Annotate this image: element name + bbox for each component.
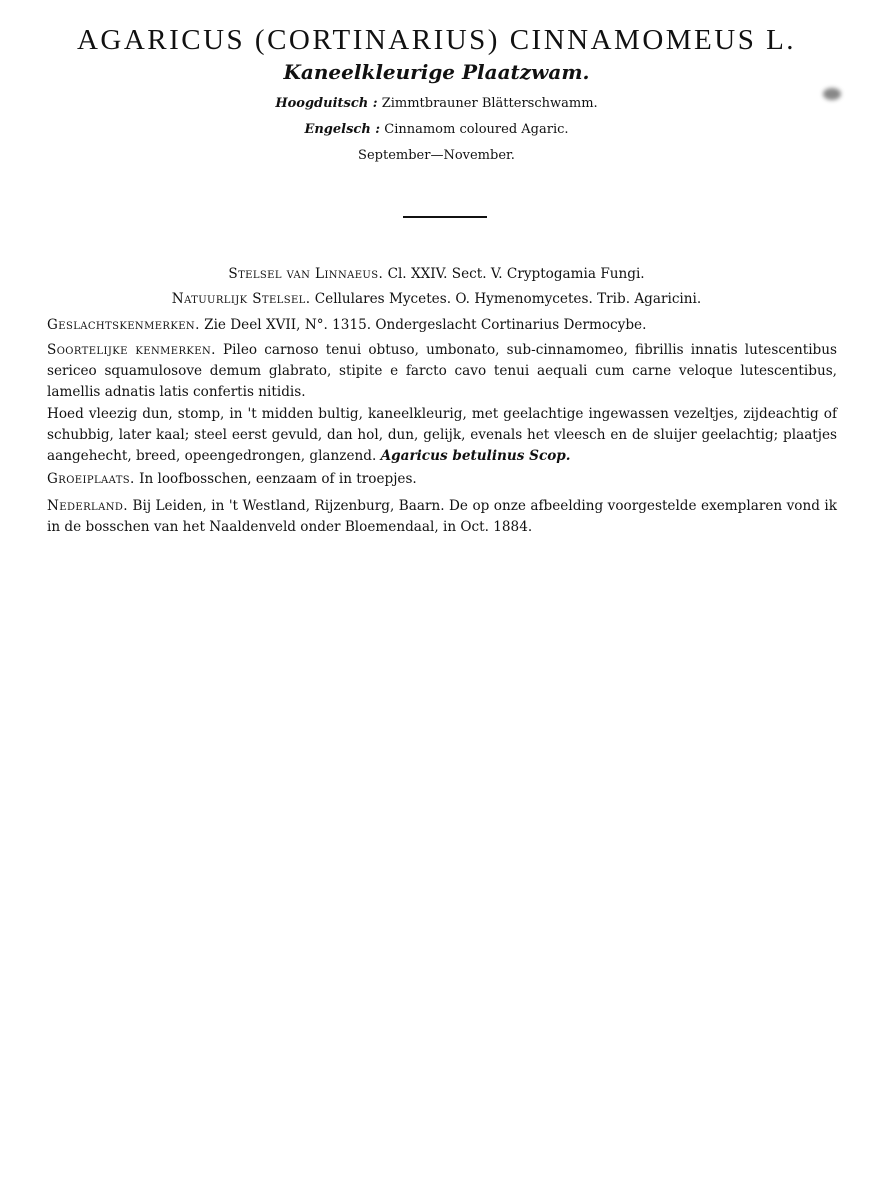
season: September—November. — [358, 148, 515, 163]
genus-line — [47, 315, 837, 336]
genus-label: Geslachtskenmerken. — [47, 317, 200, 333]
species-paragraph — [47, 340, 837, 403]
page-title: AGARICUS (CORTINARIUS) CINNAMOMEUS L. — [76, 24, 797, 56]
natural-label: Natuurlijk Stelsel. — [171, 291, 311, 307]
habitat-label: Groeiplaats. — [47, 471, 135, 487]
species-text: Pileo carnoso tenui obtuso, umbonato, sub-cinnamomeo, fibrillis innatis lutescentibus sericeo squamulosove demum glabrato, stipite e farcto cavo tenui aequali cum carne veloque lutescentibus, lamellis adnatis latis confertis nitidis. — [47, 342, 837, 400]
divider-rule — [403, 216, 487, 218]
ink-smudge — [823, 88, 841, 100]
german-name: Zimmtbrauner Blätterschwamm. — [381, 96, 598, 111]
english-label: Engelsch : — [304, 122, 381, 137]
synonym: Agaricus betulinus Scop. — [380, 448, 571, 464]
german-name-line — [0, 96, 873, 111]
linnaeus-line — [0, 264, 873, 285]
linnaeus-label: Stelsel van Linnaeus. — [228, 266, 384, 282]
genus-text: Zie Deel XVII, N°. 1315. Ondergeslacht Cortinarius Dermocybe. — [204, 317, 647, 333]
description-text: Hoed vleezig dun, stomp, in 't midden bultig, kaneelkleurig, met geelachtige ingewassen vezeltjes, zijdeachtig of schubbig, later kaal; steel eerst gevuld, dan hol, dun, gelijk, evenals het vleesch en de sluijer geelachtig; plaatjes aangehecht, breed, opeengedrongen, glanzend. — [47, 406, 837, 464]
description-paragraph — [47, 404, 837, 467]
german-label: Hoogduitsch : — [275, 96, 378, 111]
netherlands-paragraph — [47, 496, 837, 538]
linnaeus-text: Cl. XXIV. Sect. V. Cryptogamia Fungi. — [387, 266, 645, 282]
species-label: Soortelijke kenmerken. — [47, 342, 216, 358]
netherlands-label: Nederland. — [47, 498, 128, 514]
dutch-name: Kaneelkleurige Plaatzwam. — [283, 60, 590, 84]
netherlands-text: Bij Leiden, in 't Westland, Rijzenburg, Baarn. De op onze afbeelding voorgestelde exemplaren vond ik in de bosschen van het Naaldenveld onder Bloemendaal, in Oct. 1884. — [47, 498, 837, 535]
natural-text: Cellulares Mycetes. O. Hymenomycetes. Trib. Agaricini. — [314, 291, 702, 307]
habitat-text: In loofbosschen, eenzaam of in troepjes. — [139, 471, 417, 487]
habitat-line — [47, 469, 837, 490]
english-name-line — [0, 122, 873, 137]
english-name: Cinnamom coloured Agaric. — [384, 122, 569, 137]
natural-system-line — [0, 289, 873, 310]
